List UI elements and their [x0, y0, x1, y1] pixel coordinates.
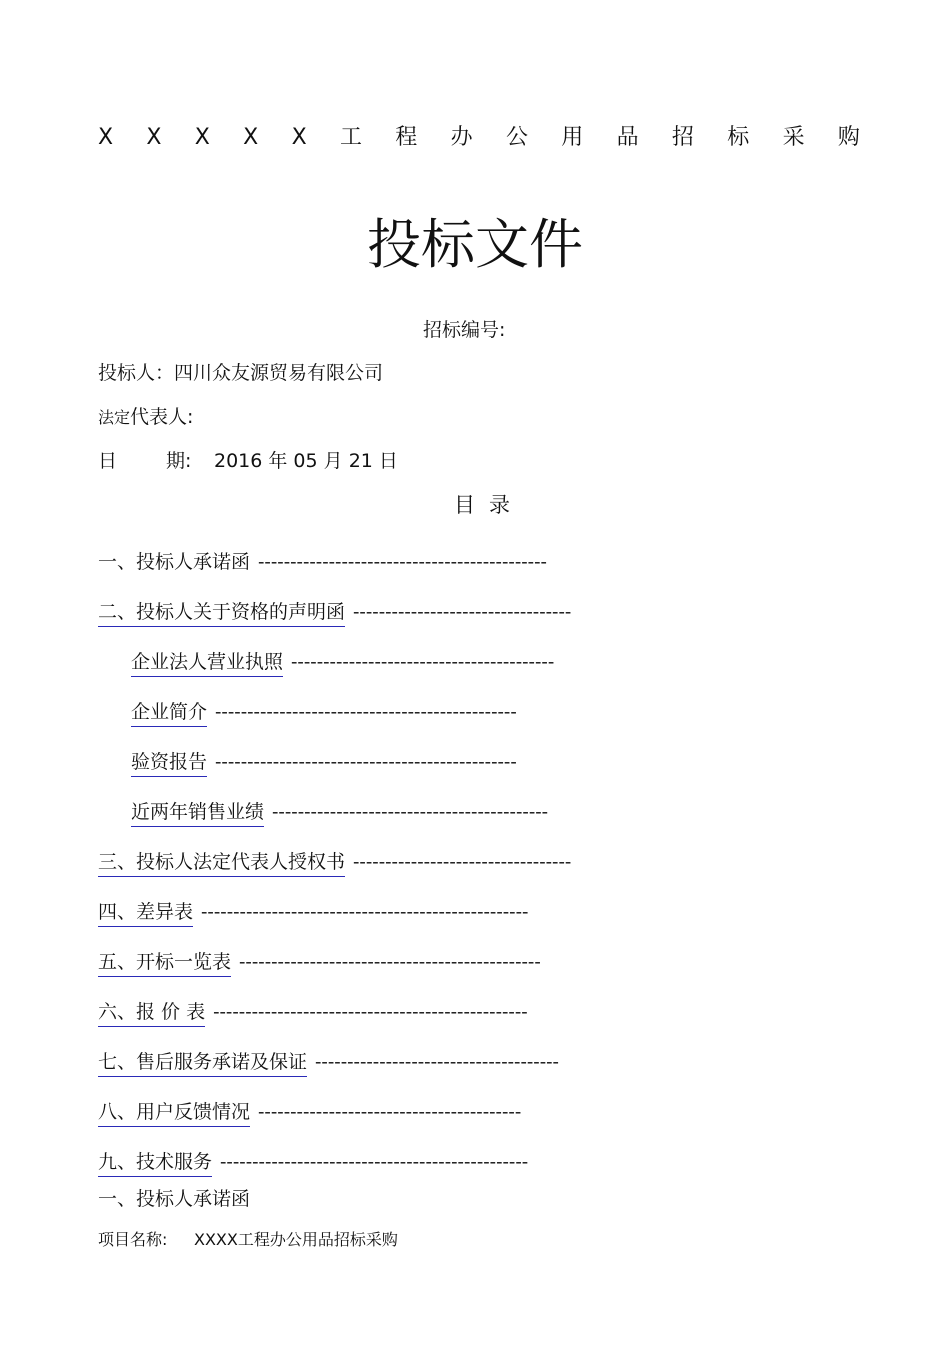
- toc-entry[interactable]: [98, 599, 571, 627]
- date-line: [98, 448, 398, 474]
- date-label-2: 期:: [166, 450, 192, 472]
- toc-entry-label[interactable]: 七、售后服务承诺及保证: [98, 1049, 307, 1077]
- toc-entry-leader: -----------------------------------------------: [215, 751, 517, 773]
- legal-representative-line: [98, 404, 193, 430]
- header-title: [98, 124, 860, 152]
- project-name-line: [98, 1229, 398, 1251]
- document-title: 投标文件: [367, 213, 583, 276]
- toc-entry-leader: --------------------------------------: [315, 1051, 559, 1073]
- toc-entry-label[interactable]: 六、报 价 表: [98, 999, 205, 1027]
- toc-entry[interactable]: [98, 1099, 521, 1127]
- toc-entry-label[interactable]: 五、开标一览表: [98, 949, 231, 977]
- header-title-char: X: [194, 125, 210, 150]
- toc-entry[interactable]: [98, 1049, 559, 1077]
- toc-entry[interactable]: [98, 999, 528, 1027]
- header-title-char: 用: [561, 125, 584, 150]
- toc-entry[interactable]: [98, 899, 528, 927]
- toc-entry-leader: ---------------------------------------------------: [201, 901, 529, 923]
- toc-entry[interactable]: [131, 699, 517, 727]
- header-title-char: 办: [450, 125, 473, 150]
- date-value: 2016 年 05 月 21 日: [214, 450, 398, 472]
- toc-entry-label: 一、投标人承诺函: [98, 551, 251, 573]
- header-title-char: 公: [505, 125, 528, 150]
- header-title-char: 工: [339, 125, 362, 150]
- header-title-char: X: [243, 125, 259, 150]
- project-name-value: XXXX工程办公用品招标采购: [194, 1230, 398, 1249]
- header-title-char: 招: [671, 125, 694, 150]
- legal-rep-prefix: 法定: [98, 408, 131, 427]
- toc-entry-label[interactable]: 三、投标人法定代表人授权书: [98, 849, 345, 877]
- toc-entry-leader: -------------------------------------------------: [213, 1001, 528, 1023]
- toc-entry-leader: ----------------------------------: [353, 601, 572, 623]
- toc-entry-leader: ---------------------------------------------: [258, 551, 547, 573]
- header-title-char: X: [291, 125, 307, 150]
- toc-entry-label[interactable]: 企业简介: [131, 699, 207, 727]
- toc-title: 目录: [454, 493, 524, 517]
- header-title-char: 标: [727, 125, 750, 150]
- toc-entry-label[interactable]: 企业法人营业执照: [131, 649, 283, 677]
- toc-entry[interactable]: [98, 849, 571, 877]
- toc-entry[interactable]: [131, 749, 517, 777]
- header-title-char: X: [146, 125, 162, 150]
- toc-entry-leader: -----------------------------------------: [258, 1101, 522, 1123]
- bid-number-label: 招标编号:: [423, 319, 506, 341]
- toc-entry-label[interactable]: 二、投标人关于资格的声明函: [98, 599, 345, 627]
- header-title-char: 品: [616, 125, 639, 150]
- toc-entry[interactable]: [98, 949, 541, 977]
- toc-entry[interactable]: [131, 649, 554, 677]
- toc-entry-label[interactable]: 近两年销售业绩: [131, 799, 264, 827]
- toc-entry-leader: -----------------------------------------------: [215, 701, 517, 723]
- toc-entry-leader: ------------------------------------------------: [220, 1151, 529, 1173]
- toc-entry-leader: ----------------------------------: [353, 851, 572, 873]
- bidder-line: 投标人：四川众友源贸易有限公司: [98, 362, 384, 384]
- toc-entry-leader: -----------------------------------------------: [239, 951, 541, 973]
- header-title-char: X: [98, 125, 114, 150]
- header-title-char: 采: [782, 125, 805, 150]
- header-title-char: 购: [837, 125, 860, 150]
- toc-entry: [98, 549, 547, 576]
- toc-entry-label[interactable]: 九、技术服务: [98, 1149, 212, 1177]
- legal-rep-rest: 代表人:: [130, 406, 194, 428]
- toc-entry[interactable]: [131, 799, 548, 827]
- toc-entry[interactable]: [98, 1149, 528, 1177]
- project-name-label: 项目名称:: [98, 1230, 168, 1249]
- toc-entry-label[interactable]: 四、差异表: [98, 899, 193, 927]
- toc-entry-label[interactable]: 八、用户反馈情况: [98, 1099, 250, 1127]
- date-label-1: 日: [98, 450, 118, 472]
- section-heading: 一、投标人承诺函: [98, 1188, 251, 1210]
- header-title-char: 程: [395, 125, 418, 150]
- toc-entry-leader: -----------------------------------------: [291, 651, 555, 673]
- toc-entry-leader: -------------------------------------------: [272, 801, 549, 823]
- toc-entry-label[interactable]: 验资报告: [131, 749, 207, 777]
